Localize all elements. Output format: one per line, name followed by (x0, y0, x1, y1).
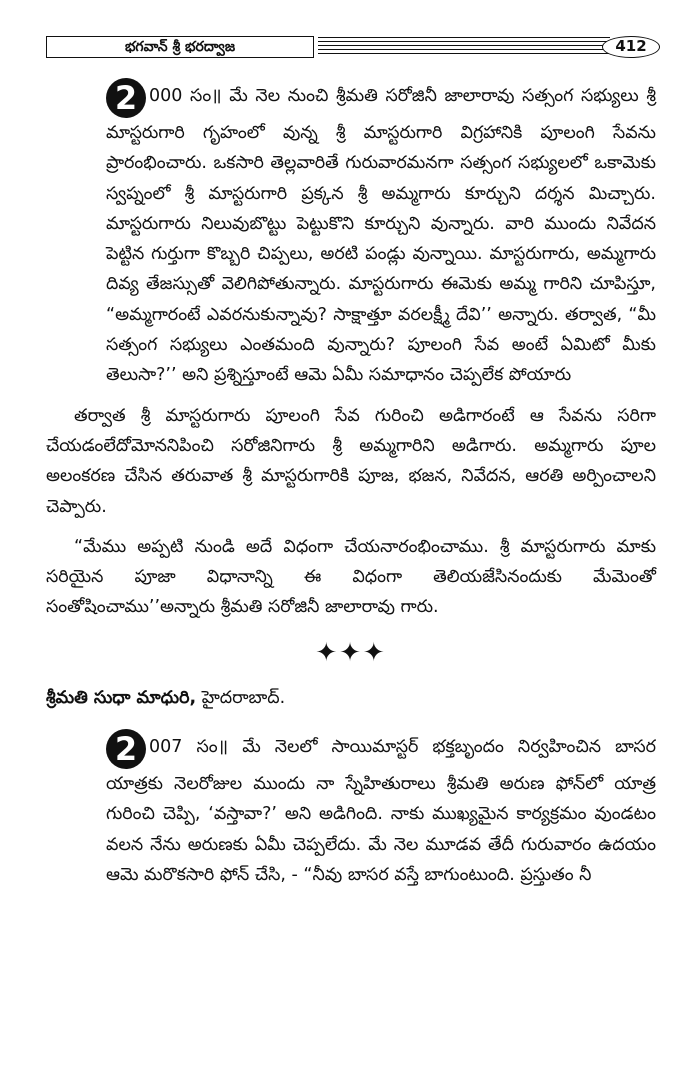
section-divider-ornament: ✦✦✦ (315, 637, 387, 668)
paragraph: తర్వాత శ్రీ మాస్టరుగారు పూలంగి సేవ గురించి అడిగారంటే ఆ సేవను సరిగా చేయడంలేదోమోననిపించి సరోజినిగారు శ్రీ అమ్మగారిని అడిగారు. అమ్మగారు పూల అలంకరణ చేసిన తరువాత శ్రీ మాస్టరుగారికి పూజ, భజన, నివేదన, ఆరతి అర్పించాలని చెప్పారు. (46, 405, 656, 517)
paragraph-text: 000 సం॥ మే నెల నుంచి శ్రీమతి సరోజినీ జాలారావు సత్సంగ సభ్యులు శ్రీ మాస్టరుగారి గృహంలో వున్న శ్రీ మాస్టరుగారి విగ్రహానికి పూలంగి సేవను ప్రారంభించారు. ఒకసారి తెల్లవారితే గురువారమనగా సత్సంగ సభ్యులలో ఒకామెకు స్వప్నంలో శ్రీ మాస్టరుగారి ప్రక్కన శ్రీ అమ్మగారు కూర్చుని దర్శన మిచ్చారు. మాస్టరుగారు నిలువుబొట్టు పెట్టుకొని కూర్చుని వున్నారు. వారి ముందు నివేదన పెట్టిన గుర్తుగా కొబ్బరి చిప్పలు, అరటి పండ్లు వున్నాయి. మాస్టరుగారు, అమ్మగారు దివ్య తేజస్సుతో వెలిగిపోతున్నారు. మాస్టరుగారు ఈమెకు అమ్మ గారిని చూపిస్తూ, “అమ్మగారంటే ఎవరనుకున్నావు? సాక్షాత్తూ వరలక్ష్మీ దేవి’’ అన్నారు. తర్వాత, “మీ సత్సంగ సభ్యులు ఎంతమంది వున్నారు? పూలంగి సేవ అంటే ఏమిటో మీకు తెలుసా?’’ అని ప్రశ్నిస్తూంటే ఆమె ఏమీ సమాధానం చెప్పలేక పోయారు (106, 86, 656, 386)
author-place: హైదరాబాద్. (196, 687, 286, 708)
author-name: శ్రీమతి సుధా మాధురి, (46, 687, 197, 708)
paragraph (46, 78, 656, 391)
page-body (46, 78, 656, 900)
book-title: భగవాన్ శ్రీ భరద్వాజ (46, 36, 314, 58)
page-number: 412 (602, 36, 660, 58)
author-line (46, 683, 656, 713)
paragraph: “మేము అప్పటి నుండి అదే విధంగా చేయనారంభించాము. శ్రీ మాస్టరుగారు మాకు సరియైన పూజా విధానాన్ని ఈ విధంగా తెలియజేసినందుకు మేమెంతో సంతోషించాము’’అన్నారు శ్రీమతి సరోజినీ జాలారావు గారు. (46, 536, 656, 618)
header-rule-lines (318, 37, 610, 57)
paragraph-text: 007 సం॥ మే నెలలో సాయిమాస్టర్ భక్తబృందం నిర్వహించిన బాసర యాత్రకు నెలరోజుల ముందు నా స్నేహితురాలు శ్రీమతి అరుణ ఫోన్‌లో యాత్ర గురించి చెప్పి, ‘వస్తావా?’ అని అడిగింది. నాకు ముఖ్యమైన కార్యక్రమం వుండటం వలన నేను అరుణకు ఏమీ చెప్పలేదు. మే నెల మూడవ తేదీ గురువారం ఉదయం ఆమె మరొకసారి ఫోన్ చేసి, - “నీవు బాసర వస్తే బాగుంటుంది. ప్రస్తుతం నీ (106, 737, 656, 885)
page-header (46, 36, 656, 62)
paragraph (46, 729, 656, 890)
drop-number: 2 (106, 78, 146, 118)
drop-number: 2 (106, 729, 146, 769)
